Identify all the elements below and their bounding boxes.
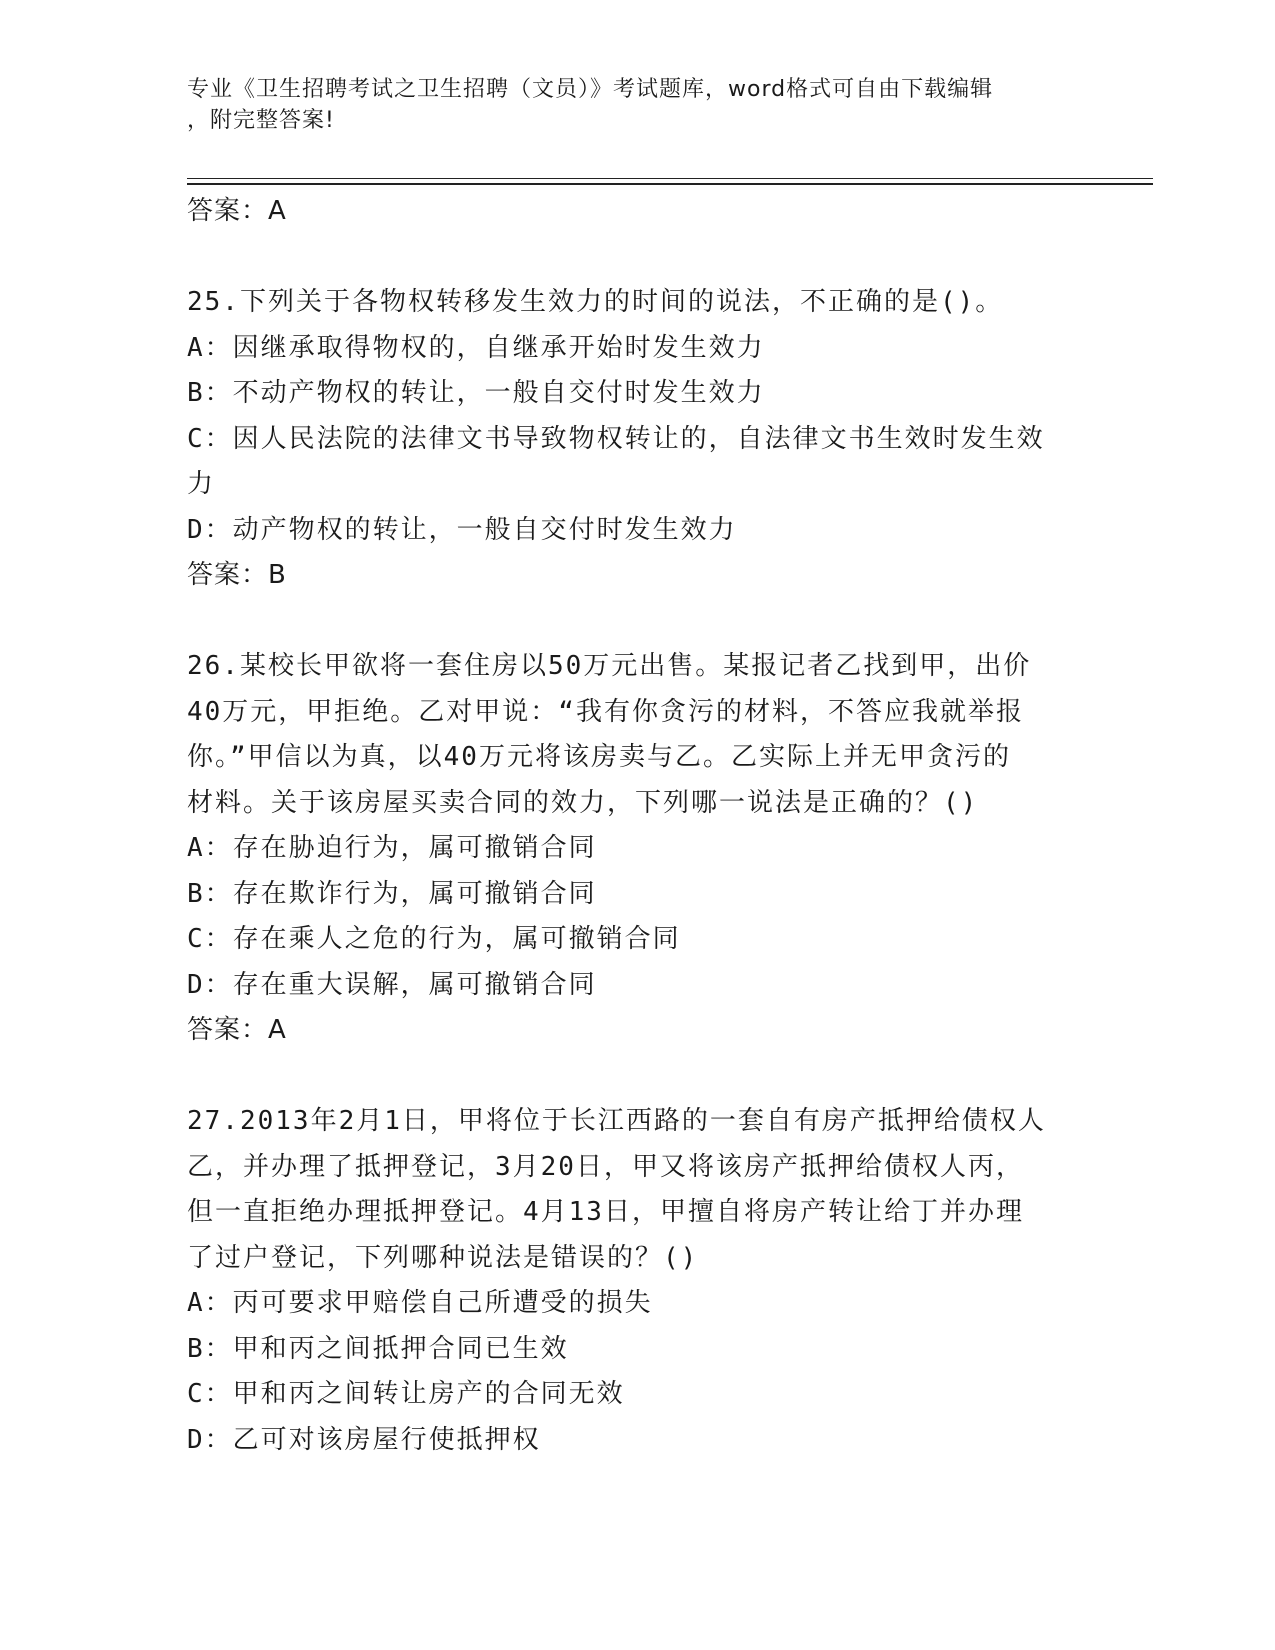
question-stem-line: 40万元，甲拒绝。乙对甲说：“我有你贪污的材料，不答应我就举报 (187, 696, 1024, 727)
option-b: B：存在欺诈行为，属可撤销合同 (187, 878, 597, 909)
question-list (187, 189, 1087, 1463)
option-c: C：甲和丙之间转让房产的合同无效 (187, 1379, 625, 1409)
spacer (187, 235, 1087, 281)
question-stem-line: 材料。关于该房屋买卖合同的效力，下列哪一说法是正确的？() (187, 787, 979, 818)
option-a: A：存在胁迫行为，属可撤销合同 (187, 833, 597, 863)
option-a: A：丙可要求甲赔偿自己所遭受的损失 (187, 1288, 653, 1318)
spacer (187, 1054, 1087, 1100)
question-stem-line: 25.下列关于各物权转移发生效力的时间的说法，不正确的是()。 (187, 287, 1004, 317)
option-d: D：存在重大误解，属可撤销合同 (187, 969, 597, 1000)
header-divider-thin (187, 178, 1153, 179)
header-line-2: ，附完整答案! (187, 108, 335, 133)
question-stem-line: 了过户登记，下列哪种说法是错误的？() (187, 1242, 699, 1273)
option-a: A：因继承取得物权的，自继承开始时发生效力 (187, 332, 765, 363)
option-c-continued: 力 (187, 469, 216, 499)
question-27 (187, 1099, 1087, 1463)
question-stem-line: 但一直拒绝办理抵押登记。4月13日，甲擅自将房产转让给丁并办理 (187, 1197, 1024, 1227)
spacer (187, 599, 1087, 645)
question-stem-line: 26.某校长甲欲将一套住房以50万元出售。某报记者乙找到甲，出价 (187, 651, 1032, 681)
option-b: B：甲和丙之间抵押合同已生效 (187, 1333, 569, 1364)
question-stem-line: 27.2013年2月1日，甲将位于长江西路的一套自有房产抵押给债权人 (187, 1106, 1046, 1136)
answer: 答案：A (187, 1015, 287, 1045)
previous-answer: 答案：A (187, 196, 287, 226)
page-header (187, 74, 1067, 136)
option-c: C：存在乘人之危的行为，属可撤销合同 (187, 924, 681, 954)
answer: 答案：B (187, 560, 287, 590)
question-26 (187, 644, 1087, 1054)
header-divider-thick (187, 183, 1153, 185)
option-c: C：因人民法院的法律文书导致物权转让的，自法律文书生效时发生效 (187, 423, 1045, 454)
option-d: D：乙可对该房屋行使抵押权 (187, 1424, 541, 1455)
option-b: B：不动产物权的转让，一般自交付时发生效力 (187, 378, 765, 408)
header-line-1: 专业《卫生招聘考试之卫生招聘（文员）》考试题库，word格式可自由下载编辑 (187, 77, 994, 102)
question-stem-line: 你。”甲信以为真，以40万元将该房卖与乙。乙实际上并无甲贪污的 (187, 742, 1011, 772)
question-25 (187, 280, 1087, 599)
question-stem-line: 乙，并办理了抵押登记，3月20日，甲又将该房产抵押给债权人丙， (187, 1151, 1024, 1182)
option-d: D：动产物权的转让，一般自交付时发生效力 (187, 514, 737, 545)
